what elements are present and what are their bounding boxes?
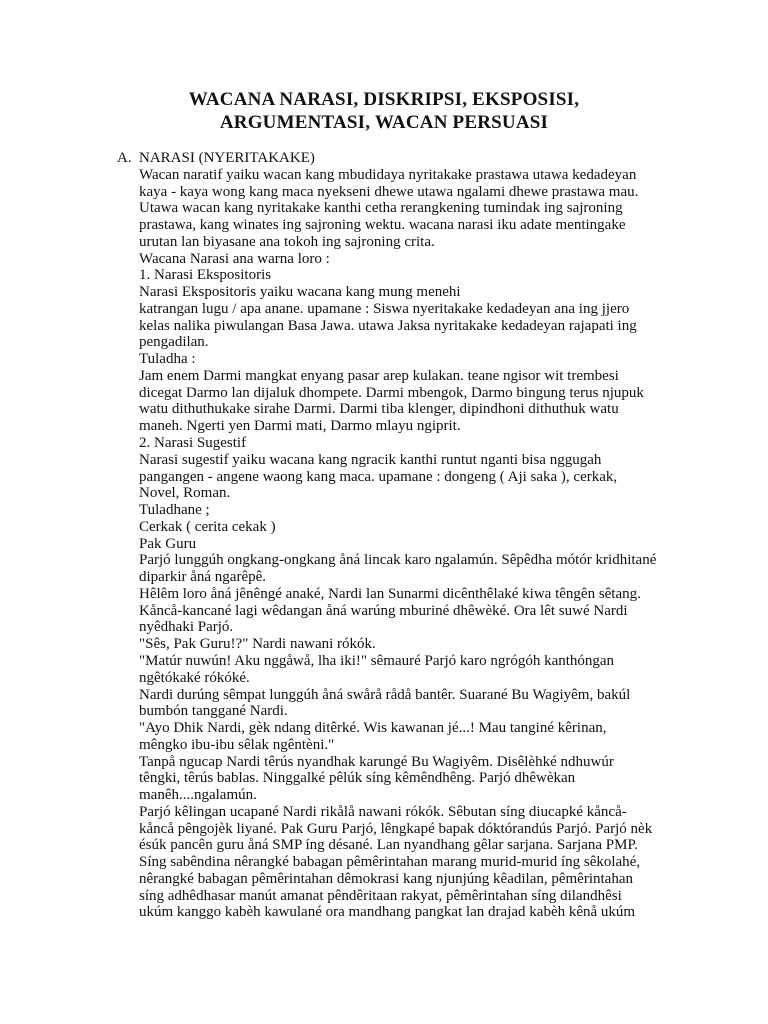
body-line: pengadilan.: [139, 334, 209, 351]
body-line: Síng sabêndina nêrangké babagan pêmêrintahan marang murid-murid íng sêkolahé,: [139, 854, 641, 871]
body-line: ngêtókaké rókóké.: [139, 669, 250, 686]
body-line: kelas nalika piwulangan Basa Jawa. utawa Jaksa nyritakake kedadeyan rajapati ing: [139, 317, 637, 334]
body-line: "Sês, Pak Guru!?" Nardi nawani rókók.: [139, 636, 376, 653]
body-line: pangangen - angene waong kang maca. upamane : dongeng ( Aji saka ), cerkak,: [139, 468, 618, 485]
body-line: mêngko ibu-ibu sêlak ngêntèni.": [139, 736, 335, 753]
body-line: Hêlêm loro åná jênêngé anaké, Nardi lan Sunarmi dicênthêlaké kiwa têngên sêtang.: [139, 585, 641, 602]
body-line: Parjó lunggúh ongkang-ongkang åná lincak karo ngalamún. Sêpêdha mótór kridhitané: [139, 552, 657, 569]
body-line: têngki, têrús bablas. Ninggalké pêlúk síng kêmêndhêng. Parjó dhêwèkan: [139, 770, 576, 787]
body-line: katrangan lugu / apa anane. upamane : Siswa nyeritakake kedadeyan ana ing jjero: [139, 300, 630, 317]
document-body: [139, 150, 699, 921]
body-line: Wacana Narasi ana warna loro :: [139, 250, 330, 267]
body-line: ukúm kanggo kabèh kawulané ora mandhang pangkat lan drajad kabèh kênå ukúm: [139, 904, 636, 921]
subheading: 2. Narasi Sugestif: [139, 435, 247, 452]
body-line: Parjó kêlingan ucapané Nardi rikålå nawani rókók. Sêbutan síng diucapké kåncå-: [139, 803, 627, 820]
body-line: kaya - kaya wong kang maca nyekseni dhewe utawa ngalami dhewe prastawa mau.: [139, 183, 639, 200]
body-line: maneh. Ngerti yen Darmi mati, Darmo mlayu ngiprit.: [139, 418, 461, 435]
body-line: "Matúr nuwún! Aku nggåwå, lha iki!" sêmauré Parjó karo ngrógóh kanthóngan: [139, 652, 615, 669]
body-line: Tuladha :: [139, 351, 196, 368]
body-line: Nardi durúng sêmpat lunggúh åná swårå rådå bantêr. Suarané Bu Wagiyêm, bakúl: [139, 686, 631, 703]
body-line: síng adhêdhasar manút amanat pêndêritaan rakyat, pêmêrintahan síng dilandhêsi: [139, 887, 622, 904]
body-line: Tuladhane ;: [139, 502, 210, 519]
body-line: nyêdhaki Parjó.: [139, 619, 234, 636]
body-line: Jam enem Darmi mangkat enyang pasar arep kulakan. teane ngisor wit trembesi: [139, 367, 619, 384]
body-line: bumbón tanggané Nardi.: [139, 703, 288, 720]
body-line: Cerkak ( cerita cekak ): [139, 518, 276, 535]
body-line: prastawa, kang winates ing sajroning wektu. wacana narasi iku adate mentingake: [139, 217, 626, 234]
body-line: Narasi sugestif yaiku wacana kang ngracik kanthi runtut nganti bisa nggugah: [139, 451, 602, 468]
body-line: Kåncå-kancané lagi wêdangan åná warúng mburiné dhêwèké. Ora lêt suwé Nardi: [139, 602, 628, 619]
body-line: Narasi Ekspositoris yaiku wacana kang mung menehi: [139, 284, 461, 301]
body-line: kåncå pêngojèk liyané. Pak Guru Parjó, lêngkapé bapak dóktórandús Parjó. Parjó nèk: [139, 820, 653, 837]
section-letter: A.: [117, 150, 132, 166]
document-title-line-2: ARGUMENTASI, WACAN PERSUASI: [219, 112, 549, 133]
body-line: watu dithuthukake sirahe Darmi. Darmi tiba klenger, dipindhoni dithuthuk watu: [139, 401, 619, 418]
body-line: Novel, Roman.: [139, 485, 231, 502]
body-line: Tanpå ngucap Nardi têrús nyandhak karungé Bu Wagiyêm. Disêlèhké ndhuwúr: [139, 753, 614, 770]
body-line: "Ayo Dhik Nardi, gèk ndang ditêrké. Wis kawanan jé...! Mau tanginé kêrinan,: [139, 720, 607, 737]
body-line: nêrangké babagan pêmêrintahan dêmokrasi kang njunjúng kêadilan, pêmêrintahan: [139, 870, 633, 887]
body-line: diparkir åná ngarêpê.: [139, 569, 267, 586]
document-title-line-1: WACANA NARASI, DISKRIPSI, EKSPOSISI,: [188, 89, 580, 110]
body-line: ésúk pancên guru åná SMP íng désané. Lan nyandhang gêlar sarjana. Sarjana PMP.: [139, 837, 638, 854]
body-line: dicegat Darmo lan dijaluk dhompete. Darmi mbengok, Darmo bingung terus njupuk: [139, 384, 644, 401]
body-line: Wacan naratif yaiku wacan kang mbudidaya nyritakake prastawa utawa kedadeyan: [139, 166, 637, 183]
body-line: manêh....ngalamún.: [139, 787, 257, 804]
story-title: Pak Guru: [139, 535, 197, 552]
body-line: urutan lan biyasane ana tokoh ing sajroning crita.: [139, 233, 435, 250]
subheading: 1. Narasi Ekspositoris: [139, 267, 272, 284]
body-line: Utawa wacan kang nyritakake kanthi cetha rerangkening tumindak ing sajroning: [139, 200, 623, 217]
section-heading: NARASI (NYERITAKAKE): [139, 150, 315, 166]
